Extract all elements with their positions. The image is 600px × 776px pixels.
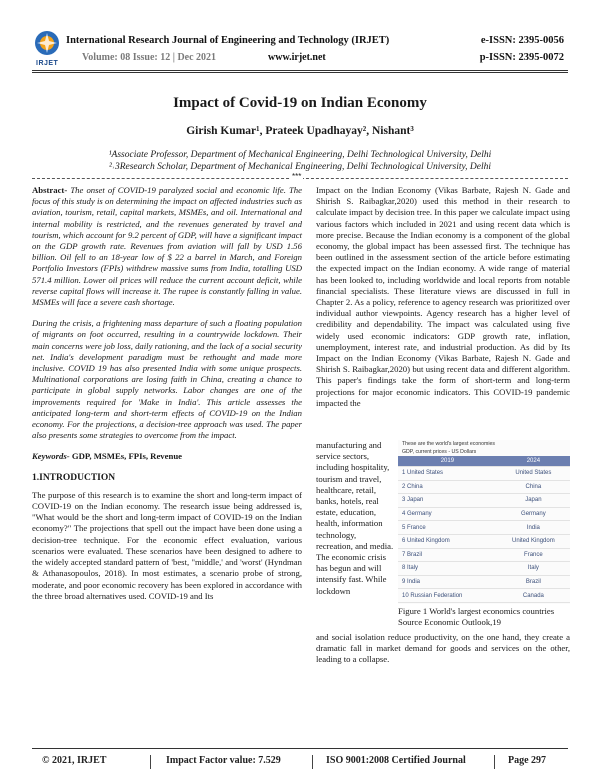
table-row xyxy=(398,521,570,535)
footer-rule xyxy=(32,748,568,749)
table-cell: 10 Russian Federation xyxy=(398,589,497,603)
footer-copyright: © 2021, IRJET xyxy=(42,755,107,766)
footer-iso: ISO 9001:2008 Certified Journal xyxy=(326,755,466,766)
table-cell: 3 Japan xyxy=(398,494,497,508)
left-column xyxy=(32,185,302,612)
wrapped-text: manufacturing and service sectors, including hospitality, tourism and travel, healthcare, retail, banks, hotels, real estate, education, health, information technology, recreation, and media. The economic crisis has begun and will intensify fast. While lockdown xyxy=(316,440,394,596)
journal-header xyxy=(0,0,600,76)
logo-text: IRJET xyxy=(36,60,59,67)
table-cell: Italy xyxy=(497,562,570,576)
footer-page-number: Page 297 xyxy=(508,755,547,766)
table-row xyxy=(398,548,570,562)
intro-heading: 1.INTRODUCTION xyxy=(32,472,116,483)
table-cell: 1 United States xyxy=(398,467,497,481)
table-row xyxy=(398,467,570,481)
table-row xyxy=(398,480,570,494)
journal-website: www.irjet.net xyxy=(268,52,326,63)
paper-title: Impact of Covid-19 on Indian Economy xyxy=(173,95,427,111)
footer-divider xyxy=(494,755,495,769)
table-cell: France xyxy=(497,548,570,562)
table-row xyxy=(398,589,570,603)
table-cell: 9 India xyxy=(398,575,497,589)
header-rule xyxy=(32,70,568,71)
table-cell: India xyxy=(497,521,570,535)
table-cell: 2 China xyxy=(398,480,497,494)
right-column-bottom-text: and social isolation reduce productivity, on the one hand, they create a dramatic fall in market demand for goods and services on the other, leading to a collapse. xyxy=(316,632,570,665)
figure-caption: Figure 1 World's largest economics countries Source Economic Outlook,19 xyxy=(398,606,555,627)
figure-title-2: GDP, current prices - US Dollars xyxy=(402,449,477,455)
volume-info: Volume: 08 Issue: 12 | Dec 2021 xyxy=(82,52,217,63)
table-row xyxy=(398,534,570,548)
table-cell: Germany xyxy=(497,507,570,521)
e-issn: e-ISSN: 2395-0056 xyxy=(480,35,564,46)
economies-table xyxy=(398,456,570,603)
paper-authors: Girish Kumar¹, Prateek Upadhayay², Nishant³ xyxy=(186,125,414,137)
p-issn: p-ISSN: 2395-0072 xyxy=(479,52,564,63)
table-cell: United States xyxy=(497,467,570,481)
table-cell: 6 United Kingdom xyxy=(398,534,497,548)
table-cell: China xyxy=(497,480,570,494)
irjet-logo-icon xyxy=(32,30,62,64)
right-column-text: Impact on the Indian Economy (Vikas Barbate, Rajesh N. Gade and Shirish S. Raibagkar,2020) used this method in their research to calculate impact by decision tree. In this paper we calculate impact using various factors which included in 2021 and using recent data which is more precise. Because the Indian economy is a component of the global economy, the global impact has been assessed first. The technique has been outlined in the assessment section of the article before estimating the expected impact on the Indian economy. A wide range of material has been looked to, including worldwide and local reports from notable financial specialists. These literature views are discussed in full in Chapter 2. As a policy, reference to agency research was prioritized over individual author viewpoints. Agency research has a higher level of credibility and dependability. The impact was calculated using five widely used economic indicators: GDP growth rate, inflation, unemployment, interest rate, and industrial production. As did by Its Impact on the Indian Economy (Vikas Barbate, Rajesh N. Gade and Shirish S. Raibagkar,2020) but using recent data and different algorithm. This paper's findings take the form of short-term and long-term projections for major economic indicators. This COVID-19 pandemic impacted the xyxy=(316,185,570,408)
figure-economies-table xyxy=(398,440,570,604)
footer-divider xyxy=(312,755,313,769)
table-row xyxy=(398,562,570,576)
table-cell: 5 France xyxy=(398,521,497,535)
journal-name: International Research Journal of Engineering and Technology (IRJET) xyxy=(66,35,390,46)
table-header-row xyxy=(398,456,570,467)
table-header-cell: 2024 xyxy=(497,456,570,467)
table-header-cell: 2019 xyxy=(398,456,497,467)
separator-stars: *** xyxy=(292,172,302,181)
table-row xyxy=(398,575,570,589)
header-rule-2 xyxy=(32,72,568,73)
abstract-paragraph-2: During the crisis, a frightening mass departure of such a floating population of migrants on foot occurred, resulting in a countrywide lockdown. Their main concerns were job loss, daily rationing, and the lack of a social security net. India's development paradigm must be rethought and made more inclusive. COVID 19 has also presented India with some unique prospects. Multinational corporations are losing faith in China, creating a chance to participate in global supply networks. Labor changes are one of the improvements required for 'Make in India'. This article assesses the anticipated long-term and short-term effects of COVID-19 on the Indian economy. For the projections, a decision-tree approach was used. The paper also presents some strategies to overcome from the impact. xyxy=(32,318,302,441)
abstract-paragraph-1: Abstract- The onset of COVID-19 paralyzed social and economic life. The focus of this study is on determining the impact on affected industries such as aviation, tourism, retail, capital markets, MSMEs, and oil. International and internal mobility is restricted, and the revenues generated by travel and tourism, which account for 9.2 percent of GDP, will have a significant impact on the GDP growth rate. Revenues from aviation will fall by USD 1.56 billion. Oil fell to an 18-year low of $ 22 a barrel in March, and Foreign Portfolio Investors (FPIs) withdrew massive sums from India, totalling USD 571.4 million. Lower oil prices will reduce the current account deficit, while reverse capital flows will increase it. The rupee is constantly falling in value. MSMEs will face a severe cash shortage. xyxy=(32,185,302,308)
table-cell: Japan xyxy=(497,494,570,508)
table-cell: Brazil xyxy=(497,575,570,589)
footer-divider xyxy=(150,755,151,769)
intro-paragraph: The purpose of this research is to examine the short and long-term impact of COVID-19 on the Indian economy. The research issue being addressed is, "What would be the short and long-term impact of COVID-19 on the Indian economy?" The projections that spell out the impact have been done using a decision-tree technique. For the economic effect evaluation, various scenarios were evaluated. These scenarios have been designed to adhere to the widely accepted standard pattern of 'best, "middle,' and 'worst' (Hyndman & Athanasopoulos, 2018). In most estimates, a scenario probe of strong, moderate, and poor economic recovery has been explored in accordance with the three broad alternatives used. COVID-19 and Its xyxy=(32,489,302,601)
keywords: Keywords- GDP, MSMEs, FPIs, Revenue xyxy=(32,451,183,462)
table-cell: 4 Germany xyxy=(398,507,497,521)
figure-title-1: These are the world's largest economies xyxy=(402,441,495,447)
table-cell: 8 Italy xyxy=(398,562,497,576)
table-cell: Canada xyxy=(497,589,570,603)
abstract-label: Abstract- xyxy=(32,185,68,195)
table-cell: United Kingdom xyxy=(497,534,570,548)
table-cell: 7 Brazil xyxy=(398,548,497,562)
affiliation-2: ²˒3Research Scholar, Department of Mechanical Engineering, Delhi Technological University, Delhi xyxy=(108,162,492,172)
footer-impact-factor: Impact Factor value: 7.529 xyxy=(166,755,281,766)
affiliation-1: ¹Associate Professor, Department of Mechanical Engineering, Delhi Technological University, Delhi xyxy=(108,150,492,160)
table-row xyxy=(398,507,570,521)
table-row xyxy=(398,494,570,508)
